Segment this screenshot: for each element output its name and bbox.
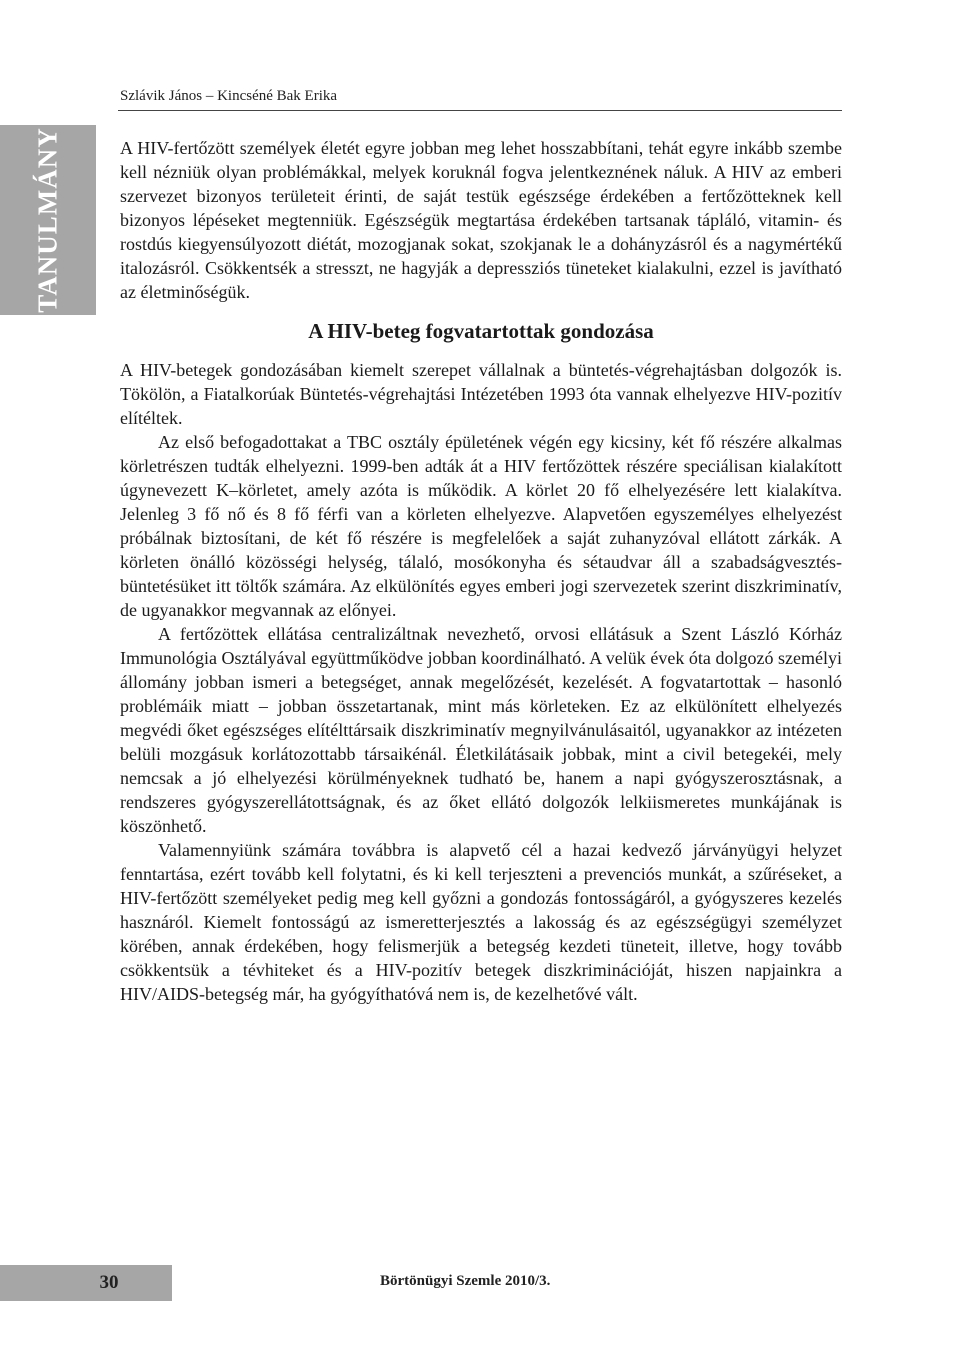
body-paragraph-2: Az első befogadottakat a TBC osztály épületének végén egy kicsiny, két fő részére alkalmas körletrészen tudták elhelyezni. 1999-ben adták át a HIV fertőzöttek részére speciálisan kialakított úgynevezett K–körletet, amely azóta is működik. A körlet 20 fő elhelyezésére lett kialakítva. Jelenleg 3 fő nő és 8 fő férfi van a körleten elhelyezve. Alapvetően egyszemélyes elhelyezést próbálnak biztosítani, de két fő részére is megfelelőek a saját zuhanyzóval ellátott zárkák. A körleten önálló közösségi helység, tálaló, mosókonyha és sétaudvar áll a szabadságvesztés-büntetésüket itt töltők számára. Az elkülönítés egyes emberi jogi szervezetek szerint diszkriminatív, de ugyanakkor megvannak az előnyei. <box>120 432 842 620</box>
side-tab-label: TANULMÁNY <box>32 127 63 313</box>
section-heading: A HIV-beteg fogvatartottak gondozása <box>308 319 654 343</box>
footer-page-bar <box>0 1265 172 1301</box>
body-paragraph-1: A HIV-betegek gondozásában kiemelt szerepet vállalnak a büntetés-végrehajtásban dolgozók is. Tökölön, a Fiatalkorúak Büntetés-végrehajtási Intézetében 1993 óta vannak elhelyezve HIV-pozitív elítéltek. <box>120 360 842 428</box>
header-divider <box>118 110 842 111</box>
footer-journal-title: Börtönügyi Szemle 2010/3. <box>380 1273 551 1289</box>
running-header-authors: Szlávik János – Kincséné Bak Erika <box>120 88 338 104</box>
article-body <box>120 136 842 1006</box>
intro-paragraph: A HIV-fertőzött személyek életét egyre jobban meg lehet hosszabbítani, tehát egyre inkább szembe kell nézniük olyan problémákkal, melyek koruknál fogva jelentkeznének náluk. A HIV az emberi szervezet bizonyos területeit érinti, de saját testük egészsége érdekében a fertőzötteknek kell bizonyos lépéseket megtenniük. Egészségük megtartása érdekében tartsanak tápláló, vitamin- és rostdús kiegyensúlyozott diétát, mozogjanak sokat, szokjanak le a dohányzásról és a nagymértékű italozásról. Csökkentsék a stresszt, ne hagyják a depressziós tüneteket kialakulni, ezzel is javítható az életminőségük. <box>120 138 842 302</box>
body-paragraph-3: A fertőzöttek ellátása centralizáltnak nevezhető, orvosi ellátásuk a Szent László Kórház Immunológia Osztályával együttműködve jobban koordinálható. A velük évek óta dolgozó személyi állomány jobban ismeri a betegséget, annak megelőzését, kezelését. A fogvatartottak – hasonló problémáik miatt – jobban összetartanak, mint más körleteken. Ez az elkülönített elhelyezés megvédi őket egészséges elítélttársaik diszkriminatív megnyilvánulásaitól, ugyanakkor az intézeten belüli mozgásuk korlátozottabb társaikénál. Életkilátásaik jobbak, mint a civil betegekéi, mely nemcsak a jó elhelyezési körülményeknek tudható be, hanem a napi gyógyszerosztásnak, a rendszeres gyógyszerellátottságnak, és az őket ellátó dolgozók lelkiismeretes munkájának is köszönhető. <box>120 624 842 836</box>
page-number: 30 <box>99 1272 119 1293</box>
body-paragraph-4: Valamennyiünk számára továbbra is alapvető cél a hazai kedvező járványügyi helyzet fenntartása, ezért tovább kell folytatni, és ki kell terjeszteni a prevenciós munkát, a szűréseket, a HIV-fertőzött személyeket pedig meg kell győzni a gondozás fontosságáról, a gyógyszeres kezelés hasznáról. Kiemelt fontosságú az ismeretterjesztés a lakosság és az egészségügyi személyzet körében, annak érdekében, hogy felismerjük a betegség kezdeti tüneteit, illetve, hogy tovább csökkentsük a tévhiteket és a HIV-pozitív betegek diszkriminációját, hiszen napjainkra a HIV/AIDS-betegség már, ha gyógyíthatóvá nem is, de kezelhetővé vált. <box>120 840 842 1004</box>
section-side-tab <box>0 125 96 315</box>
